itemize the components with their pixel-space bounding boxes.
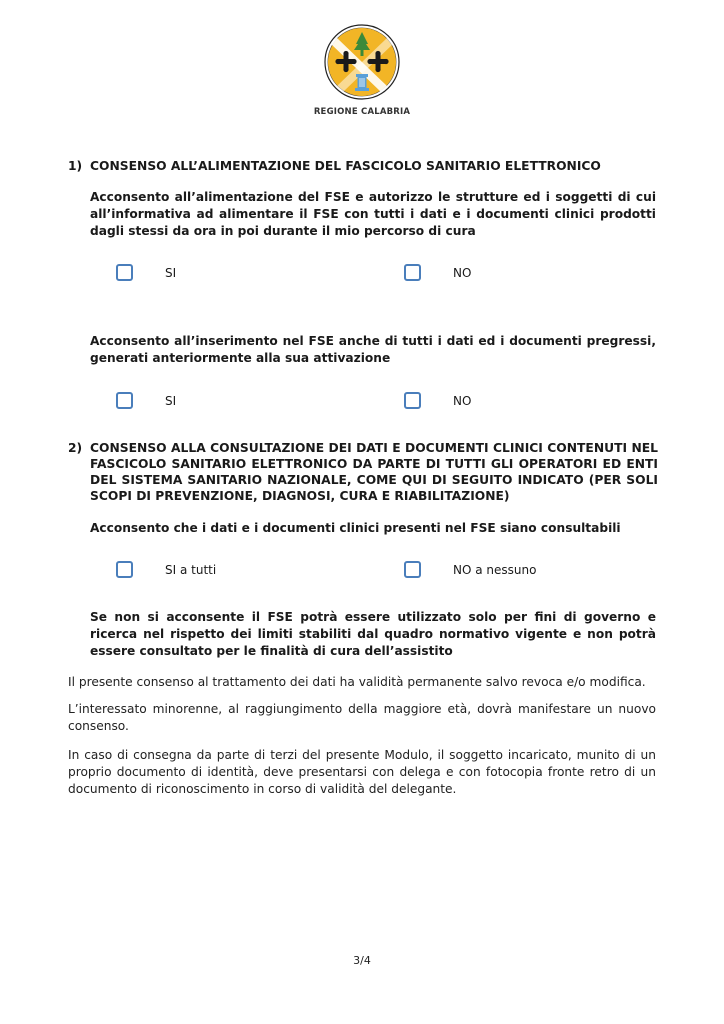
option-label: NO	[453, 265, 472, 280]
logo-caption: REGIONE CALABRIA	[313, 107, 411, 117]
checkbox-icon[interactable]	[404, 264, 421, 281]
section-1-question-1: Acconsento all’alimentazione del FSE e autorizzo le strutture ed i soggetti di cui all’informativa ad alimentare il FSE con tutti i dati e i documenti clinici prodotti dagli stessi da ora in poi durante il mio percorso di cura	[90, 190, 656, 238]
section-2-heading	[68, 440, 658, 504]
delivery-paragraph: In caso di consegna da parte di terzi del presente Modulo, il soggetto incaricato, munito di un proprio documento di identità, deve presentarsi con delega e con fotocopia fronte retro di un documento di riconoscimento in corso di validità del delegante.	[68, 748, 656, 796]
section-2-note: Se non si acconsente il FSE potrà essere utilizzato solo per fini di governo e ricerca nel rispetto dei limiti stabiliti dal quadro normativo vigente e non potrà essere consultato per le finalità di cura dell’assistito	[90, 610, 656, 658]
region-logo	[310, 22, 414, 117]
section-2-question-1: Acconsento che i dati e i documenti clinici presenti nel FSE siano consultabili	[90, 521, 621, 535]
section-2-q1-no-option[interactable]	[404, 561, 536, 578]
section-1-question-2: Acconsento all’inserimento nel FSE anche di tutti i dati ed i documenti pregressi, generati anteriormente alla sua attivazione	[90, 334, 656, 365]
section-2-q1-yes-option[interactable]	[116, 561, 216, 578]
option-label: SI a tutti	[165, 562, 217, 577]
option-label: NO	[453, 393, 472, 408]
section-1-q1-yes-option[interactable]	[116, 264, 176, 281]
calabria-coat-of-arms-icon	[323, 22, 401, 102]
option-label: SI	[165, 265, 177, 280]
checkbox-icon[interactable]	[116, 392, 133, 409]
checkbox-icon[interactable]	[404, 561, 421, 578]
option-label: NO a nessuno	[453, 562, 537, 577]
validity-paragraph: Il presente consenso al trattamento dei dati ha validità permanente salvo revoca e/o modifica.	[68, 675, 646, 689]
page-number: 3/4	[353, 954, 371, 967]
section-1-heading	[68, 158, 658, 174]
section-2-title: CONSENSO ALLA CONSULTAZIONE DEI DATI E DOCUMENTI CLINICI CONTENUTI NEL FASCICOLO SANITARIO ELETTRONICO DA PARTE DI TUTTI GLI OPERATORI ED ENTI DEL SISTEMA SANITARIO NAZIONALE, COME QUI DI SEGUITO INDICATO (PER SOLI SCOPI DI PREVENZIONE, DIAGNOSI, CURA E RIABILITAZIONE)	[90, 441, 658, 503]
checkbox-icon[interactable]	[116, 561, 133, 578]
section-1-q1-no-option[interactable]	[404, 264, 471, 281]
minor-paragraph: L’interessato minorenne, al raggiungimento della maggiore età, dovrà manifestare un nuovo consenso.	[68, 702, 656, 733]
checkbox-icon[interactable]	[116, 264, 133, 281]
section-1-number: 1)	[68, 159, 83, 173]
section-1-q2-no-option[interactable]	[404, 392, 471, 409]
section-1-q2-yes-option[interactable]	[116, 392, 176, 409]
checkbox-icon[interactable]	[404, 392, 421, 409]
section-2-number: 2)	[68, 441, 83, 455]
section-1-title: CONSENSO ALL’ALIMENTAZIONE DEL FASCICOLO SANITARIO ELETTRONICO	[90, 159, 601, 173]
option-label: SI	[165, 393, 177, 408]
